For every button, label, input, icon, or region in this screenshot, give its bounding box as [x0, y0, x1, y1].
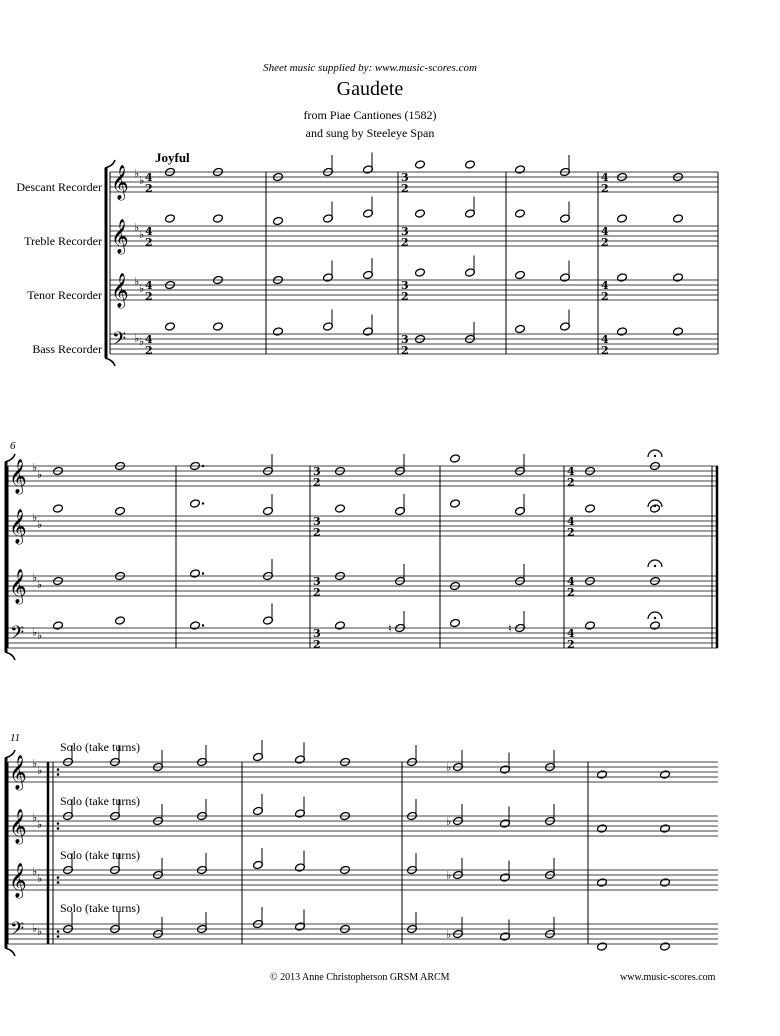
treble-clef: 𝄞 — [111, 219, 129, 254]
time-signature-top: 3 — [313, 627, 321, 640]
supplier-credit: Sheet music supplied by: www.music-scores.com — [263, 62, 477, 74]
solo-marking-bass: Solo (take turns) — [60, 901, 140, 915]
solo-marking-tenor: Solo (take turns) — [60, 848, 140, 862]
flat-sign: ♭ — [32, 626, 38, 639]
repeat-dot — [57, 876, 60, 879]
flat-sign: ♭ — [139, 335, 145, 348]
time-signature-top: 4 — [567, 575, 575, 588]
treble-clef: 𝄞 — [9, 509, 27, 544]
flat-sign: ♭ — [32, 571, 38, 584]
time-signature-bottom: 2 — [313, 476, 321, 489]
flat-sign: ♭ — [37, 818, 43, 831]
flat-sign: ♭ — [32, 461, 38, 474]
flat-sign: ♭ — [139, 174, 145, 187]
flat-sign: ♭ — [37, 764, 43, 777]
repeat-dot — [57, 768, 60, 771]
accidental-flat: ♭ — [446, 928, 452, 941]
notehead — [515, 209, 526, 218]
time-signature-bottom: 2 — [401, 344, 409, 357]
time-signature-top: 4 — [145, 225, 153, 238]
accidental-flat: ♭ — [446, 815, 452, 828]
tempo-marking: Joyful — [155, 150, 190, 165]
time-signature-bottom: 2 — [601, 182, 609, 195]
time-signature-top: 3 — [401, 225, 409, 238]
flat-sign: ♭ — [32, 922, 38, 935]
notehead — [515, 324, 526, 333]
time-signature-top: 3 — [401, 171, 409, 184]
time-signature-bottom: 2 — [601, 236, 609, 249]
flat-sign: ♭ — [32, 865, 38, 878]
time-signature-bottom: 2 — [401, 182, 409, 195]
notehead — [617, 214, 628, 223]
notehead — [165, 214, 176, 223]
notehead — [597, 878, 608, 887]
fermata-dot — [654, 617, 656, 619]
notehead — [673, 327, 684, 336]
dot — [202, 502, 204, 504]
notehead — [115, 616, 126, 625]
time-signature-top: 4 — [567, 627, 575, 640]
notehead — [597, 942, 608, 951]
repeat-dot — [57, 881, 60, 884]
treble-clef: 𝄞 — [9, 809, 27, 844]
flat-sign: ♭ — [32, 811, 38, 824]
accidental-natural: ♮ — [508, 622, 512, 635]
notehead — [465, 160, 476, 169]
time-signature-bottom: 2 — [601, 344, 609, 357]
notehead — [415, 160, 426, 169]
time-signature-bottom: 2 — [567, 476, 575, 489]
time-signature-bottom: 2 — [313, 526, 321, 539]
notehead — [650, 621, 661, 630]
time-signature-bottom: 2 — [313, 638, 321, 651]
score-title: Gaudete — [336, 78, 404, 100]
flat-sign: ♭ — [139, 228, 145, 241]
measure-number-6: 6 — [10, 440, 16, 452]
measure-number-11: 11 — [10, 732, 21, 744]
notehead — [190, 499, 201, 508]
fermata-dot — [654, 505, 656, 507]
notehead — [585, 504, 596, 513]
notehead — [597, 770, 608, 779]
notehead — [415, 268, 426, 277]
time-signature-bottom: 2 — [145, 182, 153, 195]
time-signature-top: 4 — [567, 515, 575, 528]
notehead — [335, 621, 346, 630]
time-signature-top: 3 — [313, 465, 321, 478]
notehead — [597, 824, 608, 833]
time-signature-top: 4 — [601, 225, 609, 238]
instrument-label-tenor: Tenor Recorder — [27, 288, 102, 302]
flat-sign: ♭ — [37, 925, 43, 938]
fermata-dot — [654, 455, 656, 457]
notehead — [273, 216, 284, 225]
flat-sign: ♭ — [37, 468, 43, 481]
time-signature-bottom: 2 — [313, 586, 321, 599]
notehead — [660, 942, 671, 951]
copyright-notice: © 2013 Anne Christopherson GRSM ARCM — [270, 972, 450, 983]
notehead — [617, 327, 628, 336]
notehead — [515, 165, 526, 174]
treble-clef: 𝄞 — [9, 569, 27, 604]
time-signature-top: 4 — [601, 333, 609, 346]
instrument-label-descant: Descant Recorder — [16, 180, 102, 194]
time-signature-top: 4 — [145, 279, 153, 292]
score-subtitle-performer: and sung by Steeleye Span — [305, 126, 435, 140]
time-signature-top: 4 — [145, 333, 153, 346]
repeat-dot — [57, 930, 60, 933]
flat-sign: ♭ — [134, 275, 140, 288]
time-signature-bottom: 2 — [567, 638, 575, 651]
time-signature-bottom: 2 — [401, 290, 409, 303]
time-signature-top: 4 — [601, 171, 609, 184]
repeat-dot — [57, 827, 60, 830]
accidental-flat: ♭ — [446, 869, 452, 882]
flat-sign: ♭ — [134, 332, 140, 345]
treble-clef: 𝄞 — [9, 755, 27, 790]
notehead — [673, 273, 684, 282]
time-signature-bottom: 2 — [145, 236, 153, 249]
notehead — [450, 454, 461, 463]
solo-marking-treble: Solo (take turns) — [60, 794, 140, 808]
notehead — [660, 770, 671, 779]
time-signature-bottom: 2 — [567, 526, 575, 539]
repeat-dot — [57, 773, 60, 776]
accidental-natural: ♮ — [388, 622, 392, 635]
notehead — [190, 569, 201, 578]
footer-website: www.music-scores.com — [620, 972, 716, 983]
time-signature-top: 4 — [601, 279, 609, 292]
notehead — [660, 878, 671, 887]
treble-clef: 𝄞 — [111, 273, 129, 308]
notehead — [115, 506, 126, 515]
flat-sign: ♭ — [37, 872, 43, 885]
time-signature-top: 3 — [313, 575, 321, 588]
bracket-hook — [105, 358, 115, 366]
time-signature-top: 3 — [313, 515, 321, 528]
notehead — [450, 618, 461, 627]
accidental-flat: ♭ — [446, 761, 452, 774]
time-signature-bottom: 2 — [567, 586, 575, 599]
bracket-hook — [5, 948, 15, 956]
time-signature-bottom: 2 — [401, 236, 409, 249]
notehead — [165, 322, 176, 331]
instrument-label-bass: Bass Recorder — [32, 342, 102, 356]
flat-sign: ♭ — [134, 221, 140, 234]
dot — [202, 572, 204, 574]
flat-sign: ♭ — [37, 629, 43, 642]
notehead — [213, 214, 224, 223]
time-signature-top: 3 — [401, 333, 409, 346]
flat-sign: ♭ — [32, 511, 38, 524]
bass-clef: 𝄢 — [10, 623, 25, 648]
bracket-hook — [5, 652, 15, 660]
flat-sign: ♭ — [134, 167, 140, 180]
instrument-label-treble: Treble Recorder — [24, 234, 102, 248]
notehead — [673, 214, 684, 223]
dot — [202, 465, 204, 467]
notehead — [515, 270, 526, 279]
solo-marking-descant: Solo (take turns) — [60, 740, 140, 754]
flat-sign: ♭ — [32, 757, 38, 770]
flat-sign: ♭ — [139, 282, 145, 295]
notehead — [585, 621, 596, 630]
notehead — [415, 209, 426, 218]
time-signature-bottom: 2 — [145, 344, 153, 357]
flat-sign: ♭ — [37, 578, 43, 591]
notehead — [53, 504, 64, 513]
time-signature-bottom: 2 — [601, 290, 609, 303]
repeat-dot — [57, 935, 60, 938]
bass-clef: 𝄢 — [112, 329, 127, 354]
time-signature-bottom: 2 — [145, 290, 153, 303]
treble-clef: 𝄞 — [9, 863, 27, 898]
notehead — [53, 621, 64, 630]
flat-sign: ♭ — [37, 518, 43, 531]
notehead — [335, 504, 346, 513]
score-subtitle-source: from Piae Cantiones (1582) — [303, 108, 437, 122]
notehead — [190, 621, 201, 630]
time-signature-top: 3 — [401, 279, 409, 292]
treble-clef: 𝄞 — [9, 459, 27, 494]
notehead — [213, 322, 224, 331]
time-signature-top: 4 — [567, 465, 575, 478]
treble-clef: 𝄞 — [111, 165, 129, 200]
time-signature-top: 4 — [145, 171, 153, 184]
fermata-dot — [654, 565, 656, 567]
notehead — [617, 273, 628, 282]
dot — [202, 624, 204, 626]
repeat-dot — [57, 822, 60, 825]
bass-clef: 𝄢 — [10, 919, 25, 944]
notehead — [660, 824, 671, 833]
notehead — [450, 499, 461, 508]
notehead — [273, 327, 284, 336]
